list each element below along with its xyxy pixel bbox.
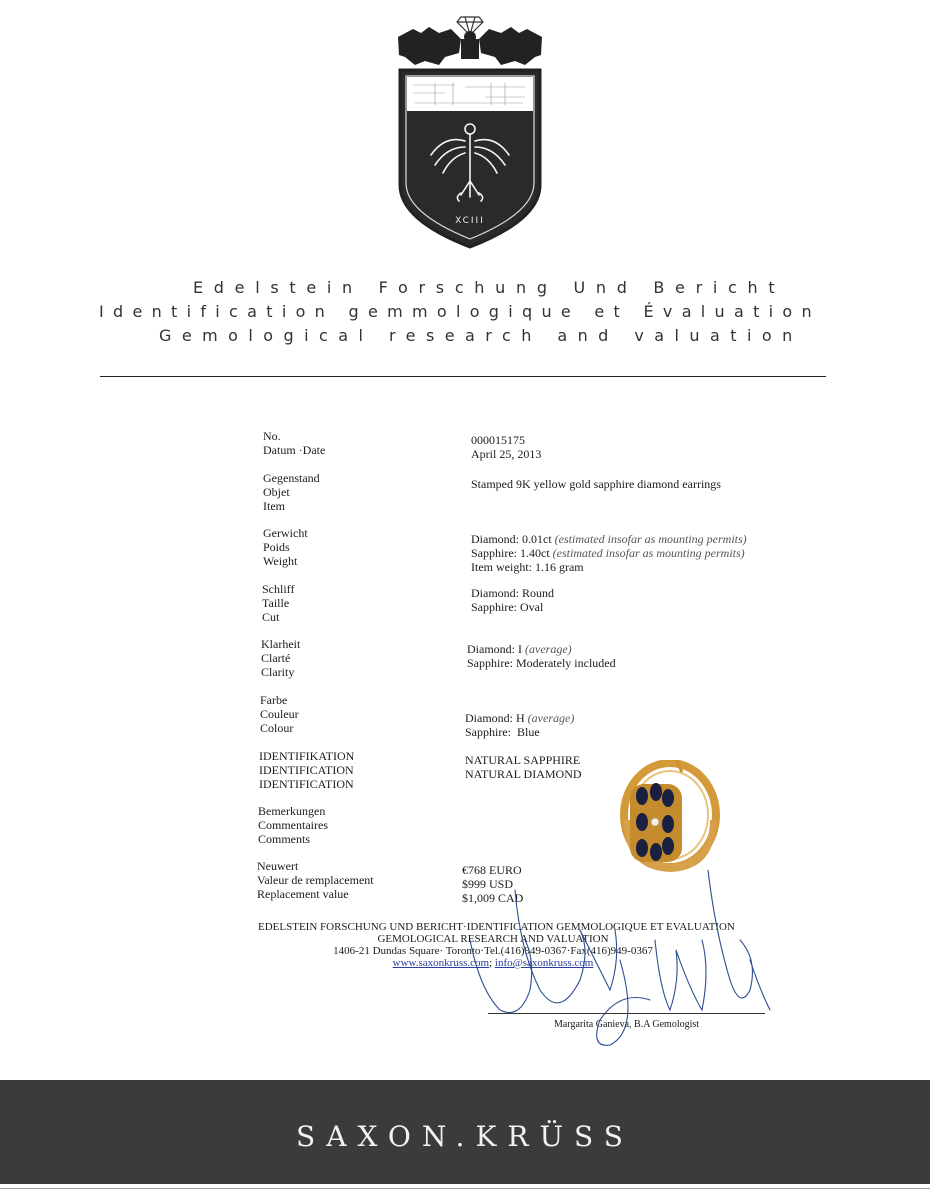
earring-photo bbox=[610, 760, 722, 880]
row-label: No. bbox=[263, 429, 281, 443]
signature-scribble bbox=[440, 870, 780, 1060]
row-label: IDENTIFICATION bbox=[259, 763, 354, 777]
cut-values bbox=[471, 586, 554, 614]
row-label: Taille bbox=[262, 596, 290, 610]
colour-values bbox=[465, 711, 574, 739]
row-label: Neuwert bbox=[257, 859, 299, 873]
row-label: Weight bbox=[263, 554, 298, 568]
cut-labels bbox=[262, 582, 294, 624]
value-euro: €768 EURO bbox=[462, 863, 522, 877]
row-label: Poids bbox=[263, 540, 290, 554]
diamond-cut: Diamond: Round bbox=[471, 586, 554, 600]
row-label: Valeur de remplacement bbox=[257, 873, 374, 887]
row-label: Comments bbox=[258, 832, 311, 846]
item-values bbox=[471, 477, 721, 491]
sapphire-clarity: Sapphire: Moderately included bbox=[467, 656, 616, 670]
row-label: Cut bbox=[262, 610, 280, 624]
row-label: Datum ·Date bbox=[263, 443, 326, 457]
row-label: Objet bbox=[263, 485, 290, 499]
row-label: Replacement value bbox=[257, 887, 349, 901]
row-label: IDENTIFIKATION bbox=[259, 749, 355, 763]
item-description: Stamped 9K yellow gold sapphire diamond earrings bbox=[471, 477, 721, 491]
lions-icon bbox=[398, 27, 542, 65]
item-labels bbox=[263, 471, 320, 513]
replacement-value-labels bbox=[257, 859, 374, 901]
sapphire-cut: Sapphire: Oval bbox=[471, 600, 544, 614]
row-label: Schliff bbox=[262, 582, 295, 596]
website-link[interactable]: www.saxonkruss.com bbox=[392, 957, 490, 969]
weight-values bbox=[471, 532, 747, 574]
row-label: Clarity bbox=[261, 665, 295, 679]
footer-company-line-2: GEMOLOGICAL RESEARCH AND VALUATION bbox=[377, 933, 609, 945]
value-usd: $999 USD bbox=[462, 877, 514, 891]
row-label: Farbe bbox=[260, 693, 288, 707]
sapphire-colour: Sapphire: Blue bbox=[465, 725, 540, 739]
identification-sapphire: NATURAL SAPPHIRE bbox=[465, 753, 581, 767]
row-label: Klarheit bbox=[261, 637, 301, 651]
diamond-weight: Diamond: 0.01ct (estimated insofar as mounting permits) bbox=[471, 532, 747, 546]
weight-labels bbox=[263, 526, 308, 568]
sapphire-weight: Sapphire: 1.40ct (estimated insofar as mounting permits) bbox=[471, 546, 745, 560]
certificate-number: 000015175 bbox=[471, 433, 525, 447]
signature-line bbox=[488, 1013, 765, 1014]
diamond-colour: Diamond: H (average) bbox=[465, 711, 575, 725]
bottom-divider bbox=[0, 1188, 930, 1189]
heading-divider bbox=[100, 376, 826, 377]
certificate-date: April 25, 2013 bbox=[471, 447, 542, 461]
row-label: Colour bbox=[260, 721, 294, 735]
colour-labels bbox=[260, 693, 299, 735]
identification-values bbox=[465, 753, 582, 781]
heading-english: Gemological research and valuation bbox=[159, 326, 803, 345]
row-label: Item bbox=[263, 499, 285, 513]
footer-address: 1406-21 Dundas Square· Toronto·Tel.(416)949-0367·Fax(416)949-0367 bbox=[333, 945, 653, 957]
brand-logo-text: SAXON.KRÜSS bbox=[296, 1120, 634, 1153]
heading-german: Edelstein Forschung Und Bericht bbox=[193, 278, 786, 297]
clarity-labels bbox=[261, 637, 300, 679]
row-label: Gegenstand bbox=[263, 471, 320, 485]
email-link[interactable]: info@saxonkruss.com bbox=[494, 957, 594, 969]
value-cad: $1,009 CAD bbox=[462, 891, 524, 905]
crest-logo bbox=[395, 5, 545, 250]
row-label: Commentaires bbox=[258, 818, 328, 832]
identification-labels bbox=[259, 749, 354, 791]
identification-diamond: NATURAL DIAMOND bbox=[465, 767, 582, 781]
row-label: IDENTIFICATION bbox=[259, 777, 354, 791]
item-weight: Item weight: 1.16 gram bbox=[471, 560, 584, 574]
row-label: Gerwicht bbox=[263, 526, 308, 540]
number-date-values bbox=[471, 433, 541, 461]
footer-separator: ; bbox=[489, 957, 493, 969]
diamond-clarity: Diamond: I (average) bbox=[467, 642, 572, 656]
signer-name: Margarita Ganieva, B.A Gemologist bbox=[554, 1019, 700, 1030]
comments-labels bbox=[258, 804, 328, 846]
number-date-labels bbox=[263, 429, 325, 457]
crest-numeral: XCIII bbox=[455, 216, 485, 226]
clarity-values bbox=[467, 642, 616, 670]
heading-french: Identification gemmologique et Évaluation bbox=[99, 302, 821, 321]
row-label: Clarté bbox=[261, 651, 291, 665]
row-label: Couleur bbox=[260, 707, 299, 721]
footer-company-line: EDELSTEIN FORSCHUNG UND BERICHT·IDENTIFICATION GEMMOLOGIQUE ET EVALUATION bbox=[258, 921, 735, 933]
row-label: Bemerkungen bbox=[258, 804, 326, 818]
